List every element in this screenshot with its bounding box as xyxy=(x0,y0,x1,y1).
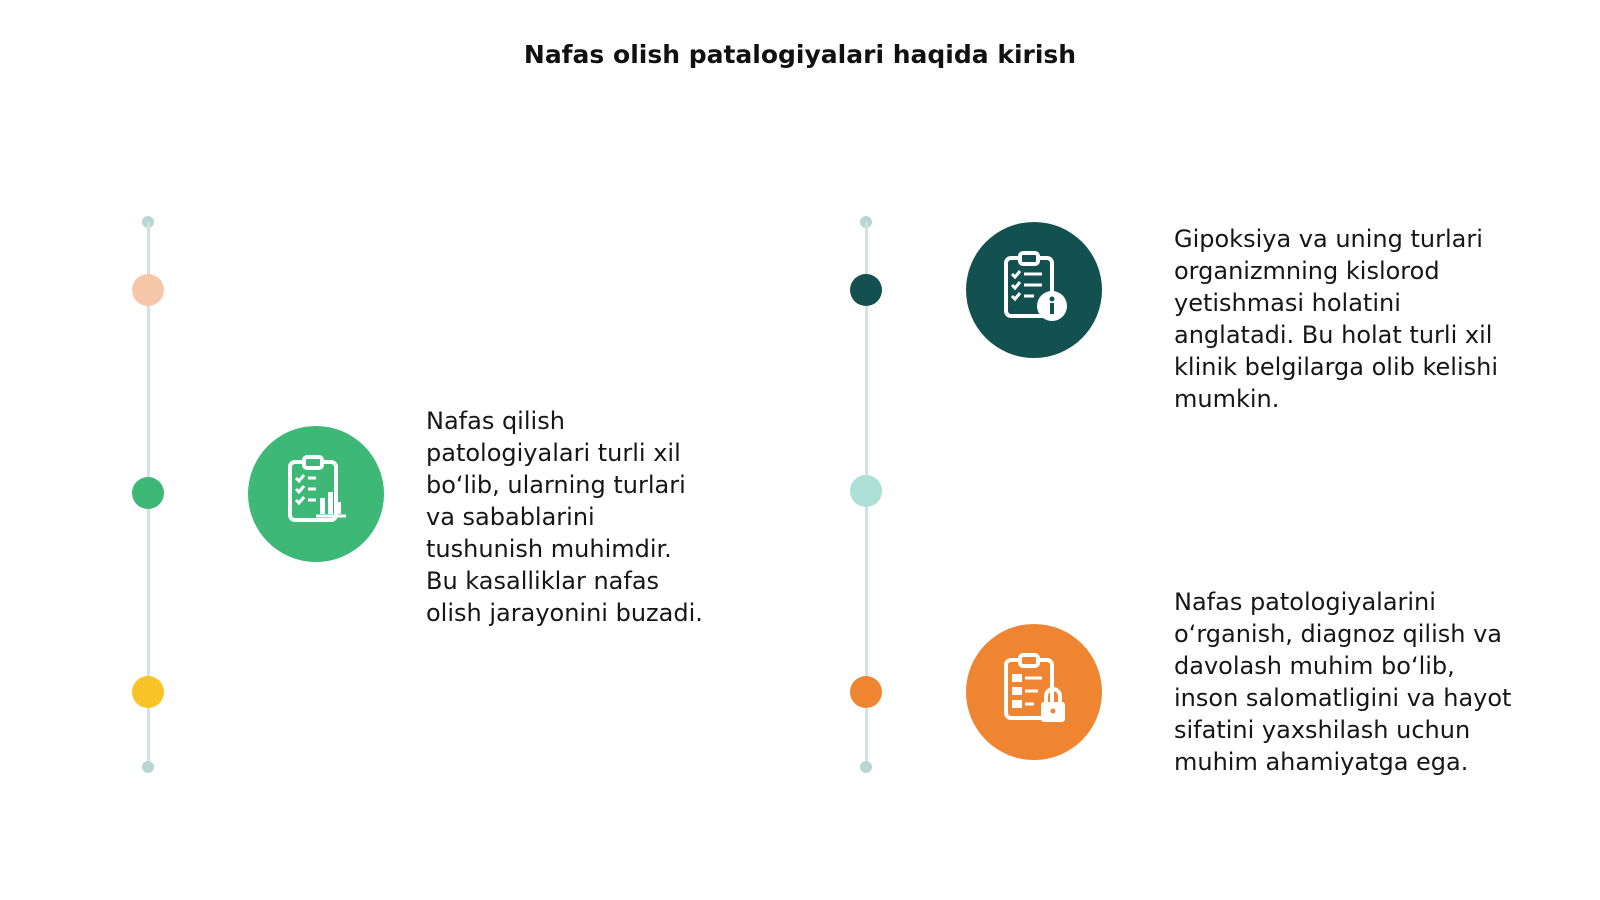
timeline-marker-peach xyxy=(132,274,164,306)
timeline-marker-orange xyxy=(850,676,882,708)
timeline-marker-yellow xyxy=(132,676,164,708)
timeline-marker-green xyxy=(132,477,164,509)
timeline-end-dot xyxy=(860,761,872,773)
item-3-text: Nafas patologiyalarini o‘rganish, diagnoz qilish va davolash muhim bo‘lib, inson salomatligini va hayot sifatini yaxshilash uchun muhim ahamiyatga ega. xyxy=(1174,588,1512,776)
item-1-text: Nafas qilish patologiyalari turli xil bo‘lib, ularning turlari va sabablarini tushunish muhimdir. Bu kasalliklar nafas olish jarayonini buzadi. xyxy=(426,407,703,627)
clipboard-chart-icon xyxy=(276,452,356,536)
timeline-end-dot xyxy=(142,761,154,773)
page-title: Nafas olish patalogiyalari haqida kirish xyxy=(523,40,1077,69)
item-2-text: Gipoksiya va uning turlari organizmning kislorod yetishmasi holatini anglatadi. Bu holat turli xil klinik belgilarga olib kelishi mumkin. xyxy=(1174,225,1499,413)
item-3-icon-circle xyxy=(966,624,1102,760)
item-2-icon-circle xyxy=(966,222,1102,358)
clipboard-lock-icon xyxy=(994,650,1074,734)
timeline-marker-dark-teal xyxy=(850,274,882,306)
timeline-marker-light-teal xyxy=(850,475,882,507)
clipboard-info-icon xyxy=(994,248,1074,332)
item-1-icon-circle xyxy=(248,426,384,562)
